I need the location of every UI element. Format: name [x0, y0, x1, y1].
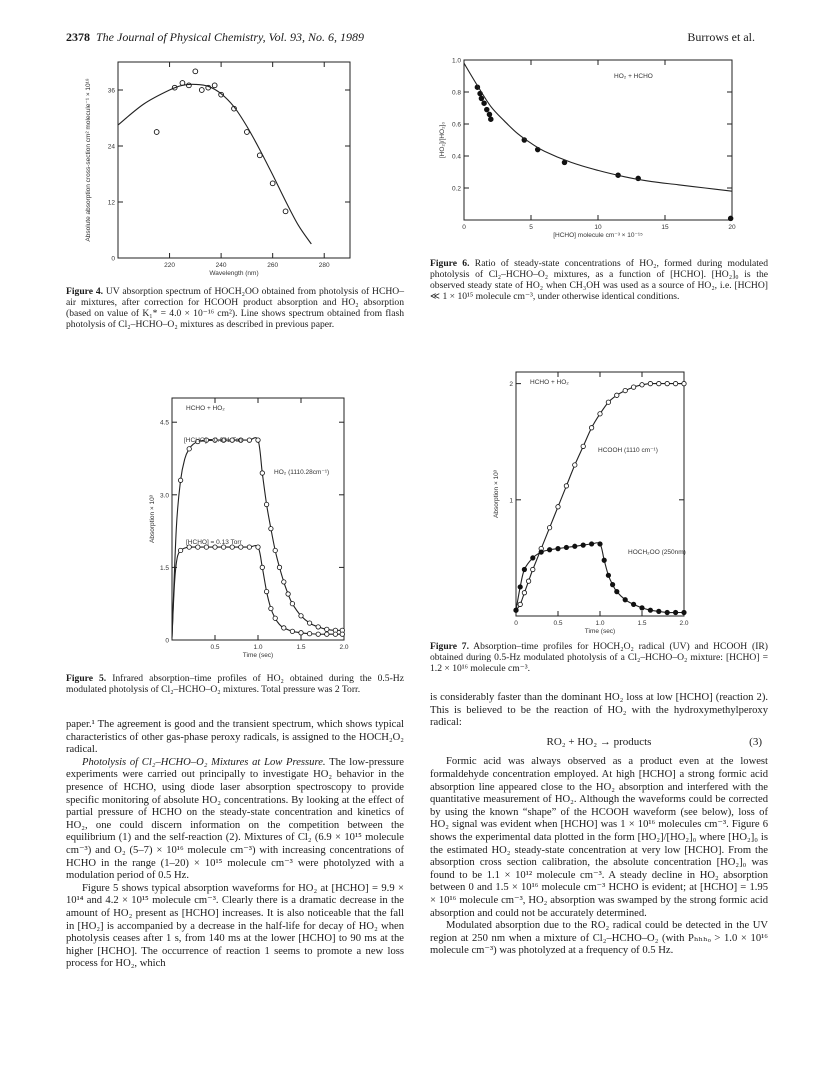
plot-frame [516, 372, 684, 616]
data-point [487, 112, 492, 117]
paragraph: paper.¹ The agreement is good and the transient spectrum, which shows typical characteristics of other gas-phase peroxy radicals, is assigned to the HOCH₂O₂ radical. [66, 719, 404, 756]
series-points [475, 85, 733, 221]
figure-5-chart [120, 380, 360, 670]
plot-frame [118, 62, 350, 258]
paragraph: Figure 5 shows typical absorption waveforms for HO₂ at [HCHO] = 9.9 × 10¹⁴ and 4.2 × 10¹⁵ molecule cm⁻³. Clearly there is a dramatic decrease in the amount of HO₂ present as [HCHO] increases. It is also noticeable that the fall in [HO₂] is accompanied by a decrease in the half-life for decay of HO₂ when photolysis ceases after 1 s, from 140 ms at the lower [HCHO] to 90 ms at the higher [HCHO]. The occurrence of reaction 1 seems to promote a new loss process for HO₂, which [66, 882, 404, 970]
journal-name: The Journal of Physical Chemistry, Vol. 93, No. 6, 1989 [96, 30, 364, 44]
data-point [187, 447, 191, 451]
running-header-authors: Burrows et al. [687, 30, 755, 44]
data-point [482, 101, 487, 106]
x-tick-label: 260 [267, 262, 279, 269]
x-tick-label: 280 [318, 262, 330, 269]
y-tick-label: 1.0 [451, 57, 461, 65]
data-point [199, 88, 204, 93]
series-line [118, 84, 311, 244]
data-point [539, 550, 543, 554]
paragraph [66, 757, 404, 883]
data-point [573, 544, 577, 548]
data-point [602, 558, 606, 562]
series-line-1 [464, 63, 732, 191]
data-point [270, 181, 275, 186]
y-tick-label: 1 [509, 497, 513, 505]
data-point [193, 69, 198, 74]
data-point [526, 579, 530, 583]
data-point [514, 608, 518, 612]
paragraph: Modulated absorption due to the RO₂ radical could be detected in the UV region at 250 nm when a mixture of Cl₂–HCHO–O₂ (with Pₕₕₕₒ > 1.0 × 10¹⁶ molecule cm⁻³) was photolyzed at a frequency of 0.5 Hz. [430, 920, 768, 957]
plot-frame [464, 60, 732, 220]
data-point [273, 548, 277, 552]
data-point [556, 505, 560, 509]
paragraph: is considerably faster than the dominant HO₂ loss at low [HCHO] (reaction 2). This is believed to be the reaction of HO₂ with the hydroxymethylperoxy radical: [430, 692, 768, 729]
series-line [172, 438, 342, 638]
y-tick-label: 4.5 [159, 419, 169, 427]
y-axis-label: Absolute absorption cross-section cm² molecule⁻¹ × 10¹⁸ [85, 78, 92, 242]
y-tick-label: 24 [107, 143, 115, 151]
data-point [728, 216, 733, 221]
data-point [589, 542, 593, 546]
data-point [178, 548, 182, 552]
data-point [648, 381, 652, 385]
data-point [581, 543, 585, 547]
data-point [273, 616, 277, 620]
y-tick-label: 3.0 [159, 492, 169, 500]
data-point [325, 632, 329, 636]
y-tick-label: 12 [107, 199, 115, 207]
y-tick-label: 0.4 [451, 153, 461, 161]
data-point [282, 580, 286, 584]
page-number: 2378 [66, 30, 90, 44]
x-tick-label: 1.5 [296, 644, 306, 651]
data-point [299, 631, 303, 635]
data-point [589, 426, 593, 430]
data-point [556, 546, 560, 550]
data-point [307, 621, 311, 625]
y-tick-label: 0 [165, 637, 169, 645]
series--hcho-0-031-torr [172, 438, 344, 638]
data-point [290, 602, 294, 606]
figure-7-label: Figure 7. [430, 641, 469, 652]
data-point [615, 393, 619, 397]
y-tick-label: 2 [509, 381, 513, 389]
x-axis-label: Time (sec) [584, 628, 616, 635]
y-tick-label: 0.8 [451, 89, 461, 97]
annotation: HCHO + HO₂ [530, 379, 569, 386]
data-point [615, 589, 619, 593]
data-point [547, 548, 551, 552]
data-point [531, 556, 535, 560]
data-point [606, 573, 610, 577]
data-point [623, 388, 627, 392]
x-tick-label: 0 [462, 224, 466, 231]
data-point [673, 610, 677, 614]
fig5-svg [120, 380, 360, 670]
data-point [269, 606, 273, 610]
x-axis-label: Wavelength (nm) [209, 270, 259, 277]
x-tick-label: 15 [661, 224, 669, 231]
y-axis-label: [HO₂]/[HO₂]₀ [439, 121, 446, 159]
data-point [286, 592, 290, 596]
annotation: HO₂ (1110.28cm⁻¹) [274, 469, 330, 476]
data-point [484, 107, 489, 112]
data-point [665, 610, 669, 614]
data-point [606, 400, 610, 404]
data-point [256, 438, 260, 442]
x-tick-label: 0.5 [210, 644, 220, 651]
equation-number: (3) [749, 735, 762, 748]
data-point [256, 545, 260, 549]
figure-5-label: Figure 5. [66, 673, 107, 684]
data-point [522, 591, 526, 595]
data-point [283, 209, 288, 214]
x-tick-label: 5 [529, 224, 533, 231]
figure-4-caption [66, 286, 404, 330]
series-line-1 [118, 84, 311, 244]
data-point [640, 383, 644, 387]
data-point [581, 444, 585, 448]
x-tick-label: 1.5 [637, 620, 647, 627]
data-point [547, 525, 551, 529]
x-tick-label: 2.0 [679, 620, 689, 627]
data-point [264, 502, 268, 506]
data-point [277, 565, 281, 569]
data-point [489, 117, 494, 122]
x-tick-label: 0 [514, 620, 518, 627]
annotation: [HCHO] = 0.031 Torr [184, 437, 244, 444]
left-body-column [66, 719, 404, 971]
data-point [631, 602, 635, 606]
section-heading: Photolysis of Cl₂–HCHO–O₂ Mixtures at Low Pressure. [82, 756, 326, 768]
y-tick-label: 0.2 [451, 185, 461, 193]
data-point [623, 598, 627, 602]
x-axis-label: Time (sec) [242, 652, 274, 659]
x-tick-label: 2.0 [339, 644, 349, 651]
data-point [673, 381, 677, 385]
annotation: [HCHO] = 0.13 Torr [186, 539, 242, 546]
x-tick-label: 1.0 [253, 644, 263, 651]
figure-6-chart [438, 54, 748, 246]
data-point [154, 130, 159, 135]
data-point [333, 632, 337, 636]
data-point [340, 632, 344, 636]
annotation: HCOOH (1110 cm⁻¹) [598, 447, 658, 454]
data-point [247, 438, 251, 442]
annotation: HO₂ + HCHO [614, 73, 653, 80]
equation-text: RO₂ + HO₂ → products [546, 735, 652, 748]
data-point [657, 609, 661, 613]
series-line [516, 384, 684, 611]
data-point [648, 608, 652, 612]
data-point [269, 526, 273, 530]
figure-6-caption-text: Ratio of steady-state concentrations of HO₂, formed during modulated photolysis of Cl₂–HCHO–O₂ mixtures, as a function of [HCHO]. [HO₂]₀ is the observed steady state of HO₂ when CH₃OH was used as a source of HO₂, i.e. [HCHO] ≪ 1 × 10¹⁵ molecule cm⁻³, under otherwise identical conditions. [430, 258, 768, 302]
fig6-svg [438, 54, 748, 246]
figure-6-caption [430, 258, 768, 302]
data-point [260, 471, 264, 475]
data-point [598, 412, 602, 416]
figure-7-caption [430, 641, 768, 674]
data-point [316, 632, 320, 636]
figure-4-chart [62, 54, 362, 277]
annotation: HCHO + HO₂ [186, 405, 225, 412]
data-point [518, 585, 522, 589]
data-point [518, 602, 522, 606]
figure-7-caption-text: Absorption–time profiles for HOCH₂O₂ radical (UV) and HCOOH (IR) obtained during 0.5-Hz modulated photolysis of a Cl₂–HCHO–O₂ mixture: [HCHO] = 1.2 × 10¹⁶ molecule cm⁻³. [430, 641, 768, 674]
data-point [522, 567, 526, 571]
data-point [299, 614, 303, 618]
data-point [316, 625, 320, 629]
data-point [282, 626, 286, 630]
series-line [172, 546, 342, 638]
y-axis-label: Absorption × 10³ [493, 470, 500, 518]
data-point [290, 629, 294, 633]
data-point [247, 545, 251, 549]
data-point [479, 96, 484, 101]
right-body-column [430, 692, 768, 958]
figure-7-chart [494, 360, 694, 642]
equation-3 [430, 736, 768, 749]
data-point [564, 484, 568, 488]
data-point [178, 478, 182, 482]
fig7-svg [494, 360, 694, 642]
data-point [564, 545, 568, 549]
data-point [264, 589, 268, 593]
y-tick-label: 36 [107, 87, 115, 95]
paragraph-text: The low-pressure experiments were carried out principally to investigate HO₂ behavior in the presence of HCHO, using diode laser absorption spectroscopy to provide specific monitoring of absolute HO₂ concentrations. By looking at the effect of partial pressure of HCHO on the steady-state concentration and kinetics of HO₂, one could discern information on the competition between the equilibrium (1) and the self-reaction (2). Mixtures of Cl₂ (6.9 × 10¹⁵ molecule cm⁻³) and O₂ (5–7) × 10¹⁶ molecule cm⁻³) with increasing concentrations of HCHO in the range (1–20) × 10¹⁵ molecule cm⁻³ were photolyzed with a modulation period of 0.5 Hz. [66, 756, 404, 882]
data-point [573, 463, 577, 467]
y-tick-label: 1.5 [159, 564, 169, 572]
plot-frame [172, 398, 344, 640]
data-point [640, 606, 644, 610]
x-axis-label: [HCHO] molecule cm⁻³ × 10⁻¹⁵ [553, 232, 643, 239]
data-point [657, 381, 661, 385]
figure-5-caption-text: Infrared absorption–time profiles of HO₂ obtained during the 0.5-Hz modulated photolysis of Cl₂–HCHO–O₂ mixtures. Total pressure was 2 Torr. [66, 673, 404, 695]
data-point [325, 627, 329, 631]
y-tick-label: 0.6 [451, 121, 461, 129]
figure-4-label: Figure 4. [66, 286, 104, 297]
x-tick-label: 20 [728, 224, 736, 231]
data-point [186, 83, 191, 88]
figure-5-caption [66, 673, 404, 695]
data-point [610, 582, 614, 586]
figure-6-label: Figure 6. [430, 258, 470, 269]
x-tick-label: 240 [215, 262, 227, 269]
running-header-left [66, 30, 364, 45]
paragraph: Formic acid was always observed as a product even at the lowest formaldehyde concentration employed. At high [HCHO] a strong formic acid absorption line appeared close to the HO₂ absorption and interfered with the quantitative measurement of HO₂. Although the waveforms could be corrected by using the known “shape” of the HCOOH waveform (see below), loss of HO₂ signal was evident when [HCHO] was 1 × 10¹⁶ molecules cm⁻³. Figure 6 shows the experimental data plotted in the form [HO₂]/[HO₂]₀ where [HO₂]₀ is the estimated HO₂ steady-state concentration at very low [HCHO]. From the absorption cross section calibration, the absolute concentration [HO₂]₀ was found to be 1.1 × 10¹² molecule cm⁻³. A steady decline in HO₂ absorption between 0 and 1.5 × 10¹⁶ molecule cm⁻³ HCHO is evident; at [HCHO] = 1.95 × 10¹⁶ molecule cm⁻³, HO₂ absorption was swamped by the strong formic acid absorption and could not be accurately determined. [430, 756, 768, 919]
data-point [682, 381, 686, 385]
x-tick-label: 1.0 [595, 620, 605, 627]
data-point [665, 381, 669, 385]
series-line [464, 63, 732, 191]
series-hcooh-1110-cm- [514, 381, 686, 612]
series-points [154, 69, 288, 214]
series--hcho-0-13-torr [172, 545, 344, 638]
data-point [307, 632, 311, 636]
data-point [631, 385, 635, 389]
data-point [682, 610, 686, 614]
x-tick-label: 10 [594, 224, 602, 231]
annotation: HOCH₂OO (250nm) [628, 549, 686, 556]
x-tick-label: 0.5 [553, 620, 563, 627]
data-point [598, 542, 602, 546]
figure-4-caption-text: UV absorption spectrum of HOCH₂OO obtained from photolysis of HCHO–air mixtures, after correction for HCOOH product absorption and HO₂ absorption (based on value of K₁* = 4.0 × 10⁻¹⁶ cm²). Line shows spectrum obtained from flash photolysis of Cl₂–HCHO–O₂ mixtures as described in previous paper. [66, 286, 404, 330]
y-axis-label: Absorption × 10³ [149, 495, 156, 543]
data-point [212, 83, 217, 88]
fig4-svg [62, 54, 362, 277]
data-point [531, 567, 535, 571]
x-tick-label: 220 [164, 262, 175, 269]
data-point [260, 565, 264, 569]
y-tick-label: 0 [111, 255, 115, 263]
